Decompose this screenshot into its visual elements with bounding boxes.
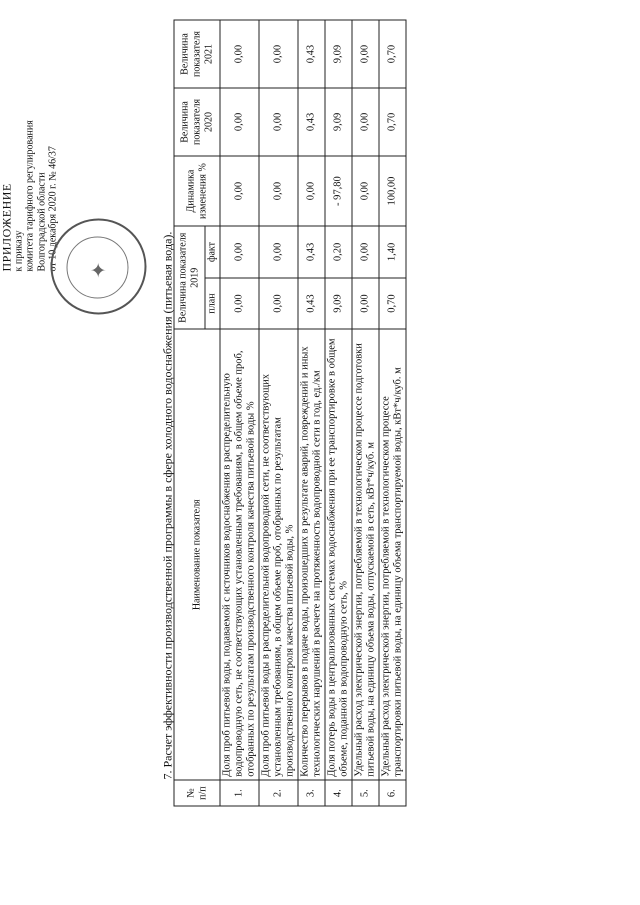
appendix-line: от 10 декабря 2020 г. № 46/37: [47, 146, 59, 272]
eagle-emblem-icon: ✦: [88, 261, 111, 279]
header-value-2020: Величина показателя 2020: [174, 88, 220, 156]
header-value-2019: Величина показателя 2019: [174, 226, 205, 329]
table-row: [259, 20, 298, 806]
appendix-block: [2, 12, 60, 272]
dynamics-value: 0,00: [298, 156, 325, 226]
value-2020: 0,00: [352, 88, 379, 156]
appendix-line: комитета тарифного регулирования: [24, 120, 36, 272]
row-number: 4.: [325, 780, 352, 806]
dynamics-value: 0,00: [220, 156, 259, 226]
table-row: [220, 20, 259, 806]
official-seal: [51, 219, 147, 315]
fact-value: 1,40: [379, 226, 406, 278]
value-2020: 0,43: [298, 88, 325, 156]
value-2021: 0,43: [298, 20, 325, 88]
row-number: 5.: [352, 780, 379, 806]
fact-value: 0,20: [325, 226, 352, 278]
value-2021: 0,00: [259, 20, 298, 88]
row-number: 6.: [379, 780, 406, 806]
plan-value: 0,00: [220, 278, 259, 330]
row-number: 1.: [220, 780, 259, 806]
plan-value: 0,43: [298, 278, 325, 330]
fact-value: 0,43: [298, 226, 325, 278]
indicator-name: Доля потерь воды в централизованных системах водоснабжения при ее транспортировке в общем объеме, поданной в водопроводную сеть, %: [325, 329, 352, 780]
row-number: 2.: [259, 780, 298, 806]
plan-value: 0,00: [352, 278, 379, 330]
indicator-name: Количество перерывов в подаче воды, произошедших в результате аварий, повреждений и иных технологических нарушений в расчете на протяженность водопроводной сети в год, ед./км: [298, 329, 325, 780]
table-row: [298, 20, 325, 806]
fact-value: 0,00: [220, 226, 259, 278]
indicator-name: Доля проб питьевой воды, подаваемой с источников водоснабжения в распределительную водопроводную сеть, не соответствующих установленным требованиям, в общем объеме проб, отобранных по результатам производственного контроля качества питьевой воды %: [220, 329, 259, 780]
plan-value: 0,70: [379, 278, 406, 330]
table-row: [379, 20, 406, 806]
indicator-name: Удельный расход электрической энергии, потребляемой в технологическом процессе транспортировки питьевой воды, на единицу объема транспортируемой воды, кВт*ч/куб. м: [379, 329, 406, 780]
efficiency-table: [174, 20, 407, 807]
table-row: [352, 20, 379, 806]
header-dynamics: Динамика изменения %: [174, 156, 220, 226]
value-2020: 0,00: [259, 88, 298, 156]
value-2020: 0,70: [379, 88, 406, 156]
fact-value: 0,00: [259, 226, 298, 278]
row-number: 3.: [298, 780, 325, 806]
plan-value: 0,00: [259, 278, 298, 330]
header-fact: факт: [205, 226, 220, 278]
header-num: № п/п: [174, 780, 220, 806]
table-row: [325, 20, 352, 806]
value-2021: 9,09: [325, 20, 352, 88]
fact-value: 0,00: [352, 226, 379, 278]
indicator-name: Доля проб питьевой воды в распределительной водопроводной сети, не соответствующих установленным требованиям, в общем объеме проб, отобранных по результатам производственного контроля качества питьевой воды, %: [259, 329, 298, 780]
section-caption: 7. Расчет эффективности производственной программы в сфере холодного водоснабжения (питьевая вода).: [160, 231, 175, 780]
dynamics-value: - 97,80: [325, 156, 352, 226]
header-row: [174, 20, 205, 806]
appendix-line: к приказу: [13, 230, 24, 272]
dynamics-value: 100,00: [379, 156, 406, 226]
header-value-2021: Величина показателя 2021: [174, 20, 220, 88]
appendix-line: Волгоградской области: [36, 172, 47, 272]
dynamics-value: 0,00: [352, 156, 379, 226]
appendix-heading: ПРИЛОЖЕНИЕ: [0, 183, 14, 272]
header-plan: план: [205, 278, 220, 330]
value-2020: 0,00: [220, 88, 259, 156]
value-2021: 0,00: [352, 20, 379, 88]
rotated-page: [0, 5, 640, 900]
value-2021: 0,00: [220, 20, 259, 88]
value-2020: 9,09: [325, 88, 352, 156]
value-2021: 0,70: [379, 20, 406, 88]
indicator-name: Удельный расход электрической энергии, потребляемой в технологическом процессе подготовки питьевой воды, на единицу объема воды, отпускаемой в сеть, кВт*ч/куб. м: [352, 329, 379, 780]
dynamics-value: 0,00: [259, 156, 298, 226]
header-name: Наименование показателя: [174, 329, 220, 780]
plan-value: 9,09: [325, 278, 352, 330]
